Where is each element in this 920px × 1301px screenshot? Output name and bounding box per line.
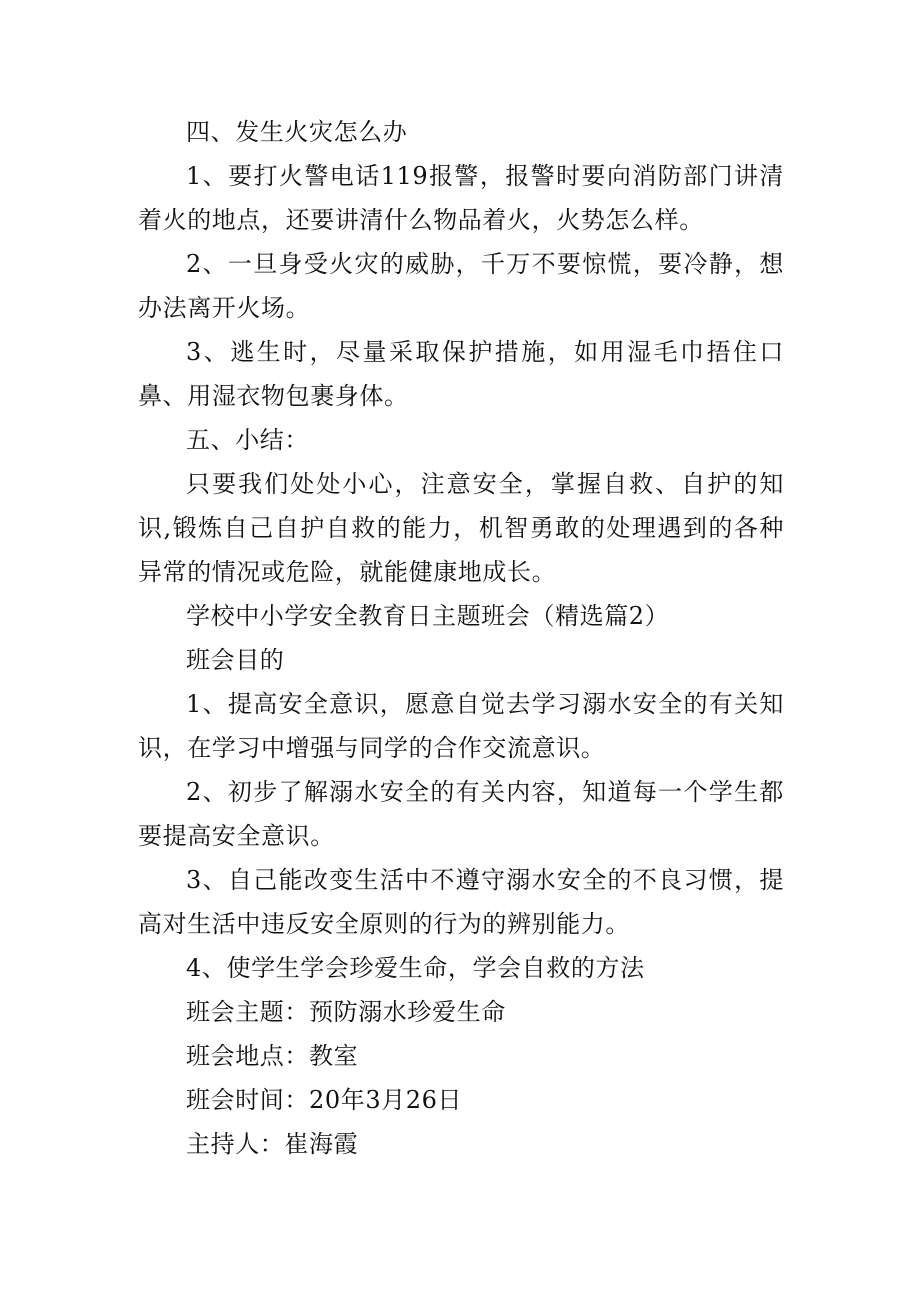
fire-step-1: 1、要打火警电话119报警，报警时要向消防部门讲清着火的地点，还要讲清什么物品着火，火势怎么样。 [138,162,784,234]
meeting-time: 班会时间：20年3月26日 [186,1086,463,1114]
document-body [138,110,784,1166]
meeting-goals-heading: 班会目的 [186,646,285,674]
section-heading-fire: 四、发生火灾怎么办 [186,118,408,146]
goal-item-3: 3、自己能改变生活中不遵守溺水安全的不良习惯，提高对生活中违反安全原则的行为的辨别能力。 [138,866,784,938]
fire-step-2: 2、一旦身受火灾的威胁，千万不要惊慌，要冷静，想办法离开火场。 [138,250,784,322]
summary-paragraph: 只要我们处处小心，注意安全，掌握自救、自护的知识,锻炼自己自护自救的能力，机智勇敢的处理遇到的各种异常的情况或危险，就能健康地成长。 [138,470,784,586]
meeting-host: 主持人：崔海霞 [186,1130,359,1158]
section-heading-summary: 五、小结： [186,426,309,454]
goal-item-4: 4、使学生学会珍爱生命，学会自救的方法 [186,954,645,982]
chapter-title: 学校中小学安全教育日主题班会（精选篇2） [186,602,670,630]
meeting-theme: 班会主题：预防溺水珍爱生命 [186,998,506,1026]
goal-item-2: 2、初步了解溺水安全的有关内容，知道每一个学生都要提高安全意识。 [138,778,784,850]
meeting-location: 班会地点：教室 [186,1042,359,1070]
goal-item-1: 1、提高安全意识，愿意自觉去学习溺水安全的有关知识，在学习中增强与同学的合作交流意识。 [138,690,784,762]
fire-step-3: 3、逃生时，尽量采取保护措施，如用湿毛巾捂住口鼻、用湿衣物包裹身体。 [138,338,784,410]
